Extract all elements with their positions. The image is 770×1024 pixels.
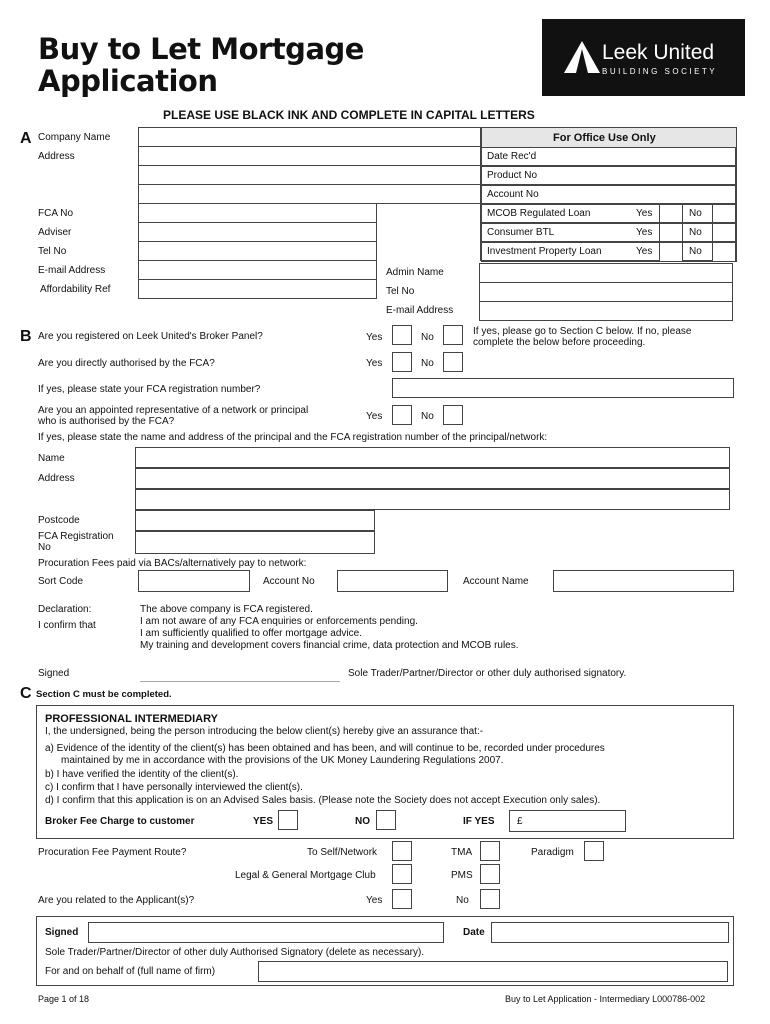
broker-panel-yes-checkbox[interactable] xyxy=(392,325,412,345)
label-if-yes: IF YES xyxy=(463,816,495,827)
document-reference: Buy to Let Application - Intermediary L000786-002 xyxy=(505,994,706,1004)
legal-general-checkbox[interactable] xyxy=(392,864,412,884)
assurance-d: d) I confirm that this application is on an Advised Sales basis. (Please note the Society does not accept Execution only sales). xyxy=(45,795,601,806)
label-self-network: To Self/Network xyxy=(307,847,378,858)
assurance-c: c) I confirm that I have personally interviewed the client(s). xyxy=(45,782,303,793)
principal-address-field-2[interactable] xyxy=(135,489,730,510)
label-procuration-fees: Procuration Fees paid via BACs/alternatively pay to network: xyxy=(38,558,307,569)
fca-registration-field[interactable] xyxy=(135,531,375,554)
label-account-no: Account No xyxy=(263,576,315,587)
address-field-2[interactable] xyxy=(138,165,481,185)
label-sole-trader: Sole Trader/Partner/Director of other duly Authorised Signatory (delete as necessary). xyxy=(45,947,425,958)
question-fca-reg-number: If yes, please state your FCA registration number? xyxy=(38,384,261,395)
principal-name-field[interactable] xyxy=(135,447,730,468)
pms-checkbox[interactable] xyxy=(480,864,500,884)
label-admin-tel: Tel No xyxy=(386,286,415,297)
tel-no-field[interactable] xyxy=(138,241,377,261)
intermediary-heading: PROFESSIONAL INTERMEDIARY xyxy=(45,713,218,725)
mcob-no-checkbox[interactable] xyxy=(712,204,736,223)
label-no: No xyxy=(421,358,434,369)
broker-fee-amount-field[interactable] xyxy=(509,810,626,832)
broker-panel-no-checkbox[interactable] xyxy=(443,325,463,345)
sort-code-field[interactable] xyxy=(138,570,250,592)
label-tel-no: Tel No xyxy=(38,246,67,257)
investment-no-checkbox[interactable] xyxy=(712,242,736,262)
address-field-3[interactable] xyxy=(138,184,481,204)
label-email: E-mail Address xyxy=(38,265,106,276)
pound-sign: £ xyxy=(517,816,523,827)
question-related: Are you related to the Applicant(s)? xyxy=(38,895,195,906)
label-yes: Yes xyxy=(366,411,383,422)
label-mcob: MCOB Regulated Loan xyxy=(487,208,591,219)
related-yes-checkbox[interactable] xyxy=(392,889,412,909)
admin-tel-field[interactable] xyxy=(479,282,733,302)
label-i-confirm: I confirm that xyxy=(38,620,96,631)
question-principal-details: If yes, please state the name and address of the principal and the FCA registration number of the principal/network: xyxy=(38,432,548,443)
email-field[interactable] xyxy=(138,260,377,280)
label-yes: Yes xyxy=(366,332,383,343)
mcob-yes-checkbox[interactable] xyxy=(659,204,683,223)
label-adviser: Adviser xyxy=(38,227,72,238)
label-company-name: Company Name xyxy=(38,132,111,143)
declaration-item: I am sufficiently qualified to offer mortgage advice. xyxy=(140,628,362,639)
label-address: Address xyxy=(38,473,75,484)
fca-no-field[interactable] xyxy=(138,203,377,223)
label-no: No xyxy=(421,411,434,422)
label-yes: Yes xyxy=(366,895,383,906)
label-account-name: Account Name xyxy=(463,576,529,587)
assurance-a-line1: a) Evidence of the identity of the client(s) has been obtained and has been, and will continue to be, recorded under procedures xyxy=(45,743,605,754)
label-date: Date xyxy=(463,927,485,938)
label-fca-registration-1: FCA Registration xyxy=(38,531,114,542)
label-admin-name: Admin Name xyxy=(386,267,444,278)
consumer-no-checkbox[interactable] xyxy=(712,223,736,242)
broker-panel-note-1: If yes, please go to Section C below. If no, please xyxy=(473,326,692,337)
fca-reg-number-field[interactable] xyxy=(392,378,734,398)
logo-diamond-icon xyxy=(564,41,600,73)
label-sole-trader: Sole Trader/Partner/Director or other duly authorised signatory. xyxy=(348,668,627,679)
label-no-caps: NO xyxy=(355,816,370,827)
label-product-no: Product No xyxy=(487,170,538,181)
label-sort-code: Sort Code xyxy=(38,576,84,587)
declaration-item: I am not aware of any FCA enquiries or enforcements pending. xyxy=(140,616,418,627)
date-field[interactable] xyxy=(491,922,729,943)
account-name-field[interactable] xyxy=(553,570,734,592)
label-admin-email: E-mail Address xyxy=(386,305,454,316)
postcode-field[interactable] xyxy=(135,510,375,531)
label-tma: TMA xyxy=(451,847,473,858)
address-field-1[interactable] xyxy=(138,146,481,166)
label-affordability: Affordability Ref xyxy=(40,284,111,295)
label-date-recd: Date Rec'd xyxy=(487,151,537,162)
account-no-field[interactable] xyxy=(337,570,448,592)
label-signed: Signed xyxy=(45,927,79,938)
question-appointed-rep-2: who is authorised by the FCA? xyxy=(38,416,175,427)
label-declaration: Declaration: xyxy=(38,604,92,615)
broker-fee-no-checkbox[interactable] xyxy=(376,810,396,830)
label-yes: Yes xyxy=(636,246,653,257)
affordability-field[interactable] xyxy=(138,279,377,299)
label-no: No xyxy=(689,208,702,219)
adviser-field[interactable] xyxy=(138,222,377,242)
question-directly-authorised: Are you directly authorised by the FCA? xyxy=(38,358,215,369)
label-postcode: Postcode xyxy=(38,515,80,526)
label-signed: Signed xyxy=(38,668,70,679)
label-no: No xyxy=(689,246,702,257)
question-broker-panel: Are you registered on Leek United's Broker Panel? xyxy=(38,331,263,342)
direct-auth-no-checkbox[interactable] xyxy=(443,352,463,372)
label-yes: Yes xyxy=(636,208,653,219)
label-no: No xyxy=(456,895,469,906)
label-paradigm: Paradigm xyxy=(531,847,574,858)
divider xyxy=(377,203,481,261)
investment-yes-checkbox[interactable] xyxy=(659,242,683,262)
logo-subtitle: BUILDING SOCIETY xyxy=(602,67,718,76)
related-no-checkbox[interactable] xyxy=(480,889,500,909)
section-a-letter: A xyxy=(20,130,32,147)
label-no: No xyxy=(689,227,702,238)
direct-auth-yes-checkbox[interactable] xyxy=(392,352,412,372)
label-consumer: Consumer BTL xyxy=(487,227,555,238)
principal-address-field-1[interactable] xyxy=(135,468,730,489)
label-investment: Investment Property Loan xyxy=(487,246,602,257)
admin-email-field[interactable] xyxy=(479,301,733,321)
declaration-item: The above company is FCA registered. xyxy=(140,604,313,615)
declaration-item: My training and development covers financial crime, data protection and MCOB rules. xyxy=(140,640,519,651)
office-heading: For Office Use Only xyxy=(553,132,656,144)
instruction: PLEASE USE BLACK INK AND COMPLETE IN CAPITAL LETTERS xyxy=(163,108,535,122)
assurance-a-line2: maintained by me in accordance with the provisions of the UK Money Laundering Regulations 2007. xyxy=(61,755,504,766)
assurance-b: b) I have verified the identity of the client(s). xyxy=(45,769,239,780)
paradigm-checkbox[interactable] xyxy=(584,841,604,861)
section-c-must: Section C must be completed. xyxy=(36,689,172,700)
section-c-letter: C xyxy=(20,685,32,702)
signature-line[interactable] xyxy=(140,681,340,682)
label-on-behalf: For and on behalf of (full name of firm) xyxy=(45,966,216,977)
admin-name-field[interactable] xyxy=(479,263,733,283)
self-network-checkbox[interactable] xyxy=(392,841,412,861)
label-fee-route: Procuration Fee Payment Route? xyxy=(38,847,187,858)
tma-checkbox[interactable] xyxy=(480,841,500,861)
company-name-field[interactable] xyxy=(138,127,481,147)
label-pms: PMS xyxy=(451,870,473,881)
label-yes: Yes xyxy=(636,227,653,238)
logo-name: Leek United xyxy=(602,41,715,64)
label-account-no: Account No xyxy=(487,189,539,200)
label-name: Name xyxy=(38,453,65,464)
firm-name-field[interactable] xyxy=(258,961,728,982)
appointed-rep-yes-checkbox[interactable] xyxy=(392,405,412,425)
label-fca-no: FCA No xyxy=(38,208,74,219)
label-fca-registration-2: No xyxy=(38,542,51,553)
section-b-letter: B xyxy=(20,328,32,345)
label-broker-fee: Broker Fee Charge to customer xyxy=(45,816,195,827)
label-yes-caps: YES xyxy=(253,816,274,827)
logo xyxy=(542,19,745,96)
label-address: Address xyxy=(38,151,75,162)
label-no: No xyxy=(421,332,434,343)
consumer-yes-checkbox[interactable] xyxy=(659,223,683,242)
broker-fee-yes-checkbox[interactable] xyxy=(278,810,298,830)
broker-panel-note-2: complete the below before proceeding. xyxy=(473,337,646,348)
label-yes: Yes xyxy=(366,358,383,369)
question-appointed-rep-1: Are you an appointed representative of a network or principal xyxy=(38,405,309,416)
appointed-rep-no-checkbox[interactable] xyxy=(443,405,463,425)
intermediary-intro: I, the undersigned, being the person introducing the below client(s) hereby give an assurance that:- xyxy=(45,726,484,737)
label-legal-general: Legal & General Mortgage Club xyxy=(235,870,376,881)
page-number: Page 1 of 18 xyxy=(38,994,90,1004)
signed-field[interactable] xyxy=(88,922,444,943)
page-title: Buy to Let Mortgage Application xyxy=(38,32,364,98)
